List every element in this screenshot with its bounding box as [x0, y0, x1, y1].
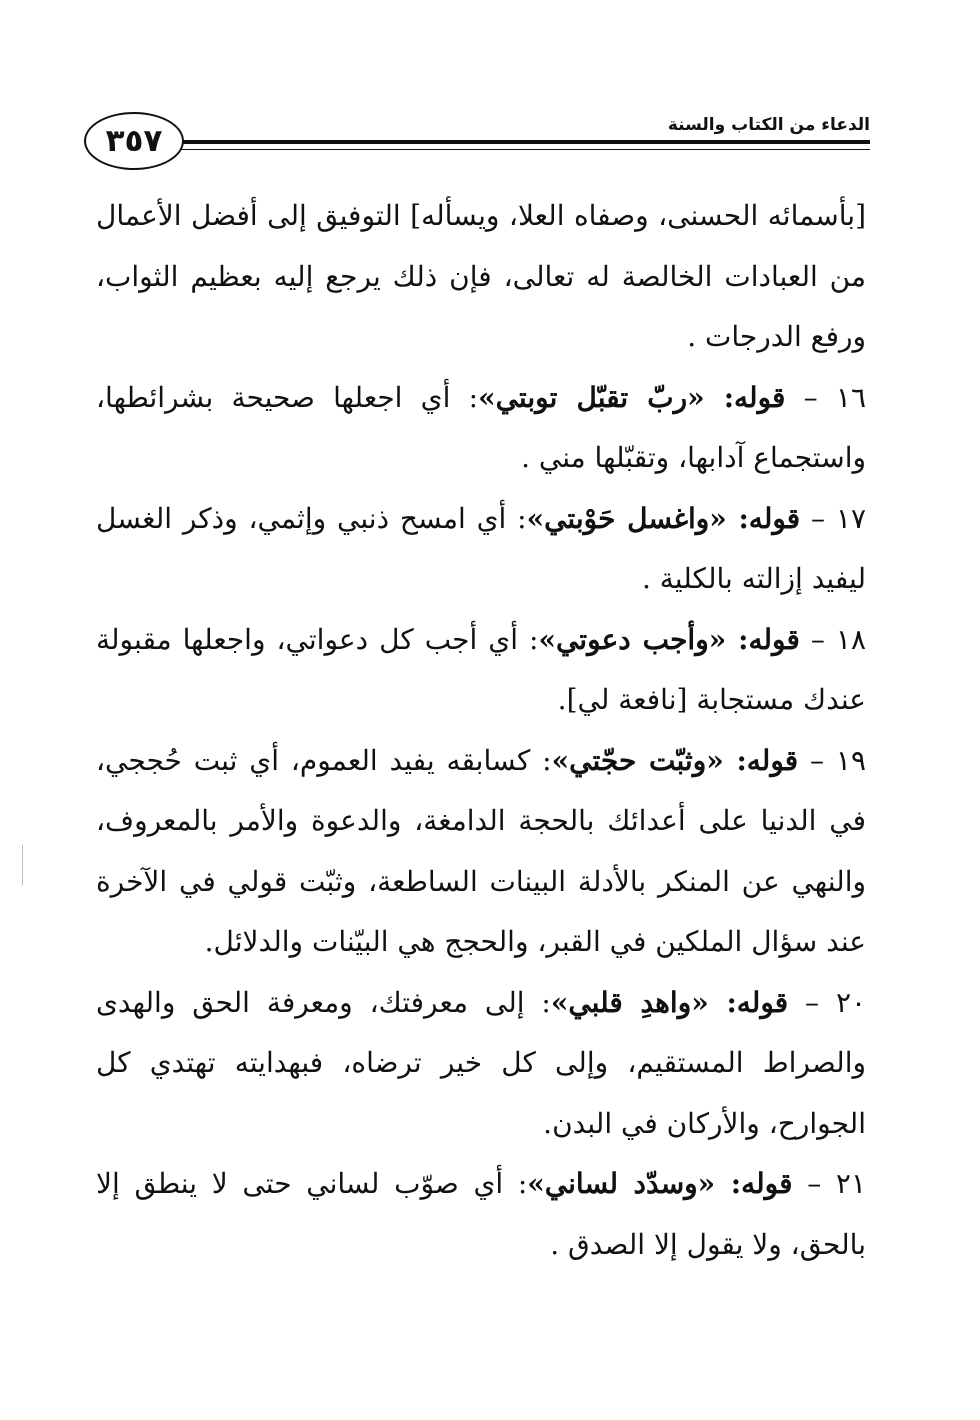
entry-16 [96, 368, 866, 489]
entry-text: : أي امسح ذنبي وإثمي، وذكر الغسل ليفيد إزالته بالكلية . [96, 501, 866, 595]
entry-quote: «واغسل حَوْبتي» [526, 501, 727, 535]
entry-quote: «واهدِ قلبي» [550, 985, 709, 1019]
entry-number: ١٧ [835, 501, 866, 535]
entry-text: : كسابقه يفيد العموم، أي ثبت حُججي، في الدنيا على أعدائك بالحجة الدامغة، والدعوة والأمر بالمعروف، والنهي عن المنكر بالأدلة البينات الساطعة، وثبّت قولي في الآخرة عند سؤال الملكين في القبر، والحجج هي البيّنات والدلائل. [96, 743, 866, 958]
entry-dash: – [792, 1167, 836, 1200]
entry-dash: – [788, 985, 836, 1019]
entry-number: ١٦ [835, 380, 866, 414]
scan-margin-mark [22, 845, 23, 885]
entry-label: قوله: [704, 380, 786, 414]
page-number-oval [84, 112, 184, 170]
page-header [84, 112, 870, 174]
entry-quote: «وثبّت حجّتي» [551, 743, 724, 777]
entry-label: قوله: [715, 1167, 793, 1200]
entry-18 [96, 610, 866, 731]
entry-label: قوله: [726, 622, 800, 656]
entry-number: ١٨ [835, 622, 866, 656]
entry-text: : أي اجعلها صحيحة بشرائطها، واستجماع آدابها، وتقبّلها مني . [96, 380, 866, 474]
entry-text: : أي صوّب لساني حتى لا ينطق إلا بالحق، ولا يقول إلا الصدق . [96, 1167, 866, 1261]
page-body [96, 186, 866, 1275]
entry-number: ١٩ [835, 743, 866, 777]
entry-label: قوله: [708, 985, 789, 1019]
page-number: ٣٥٧ [105, 122, 163, 159]
entry-quote: «وسدّد لساني» [527, 1167, 716, 1200]
entry-label: قوله: [726, 501, 801, 535]
entry-text: : إلى معرفتك، ومعرفة الحق والهدى والصراط المستقيم، وإلى كل خير ترضاه، فبهدايته تهتدي كل الجوارح، والأركان في البدن. [96, 985, 866, 1140]
entry-text: : أي أجب كل دعواتي، واجعلها مقبولة عندك مستجابة [نافعة لي]. [96, 622, 866, 716]
entry-quote: «ربّ تقبّل توبتي» [478, 380, 705, 414]
intro-paragraph: [بأسمائه الحسنى، وصفاه العلا، ويسأله] التوفيق إلى أفضل الأعمال من العبادات الخالصة له تعالى، فإن ذلك يرجع إليه بعظيم الثواب، ورفع الدرجات . [96, 199, 866, 353]
entry-dash: – [798, 743, 836, 777]
entry-number: ٢٠ [835, 985, 867, 1019]
entry-dash: – [800, 501, 836, 535]
entry-label: قوله: [723, 743, 799, 777]
entry-17 [96, 489, 866, 610]
entry-21 [96, 1154, 866, 1275]
entry-quote: «وأجب دعوتي» [538, 622, 727, 656]
entry-19 [96, 731, 866, 973]
header-rule [180, 140, 870, 150]
entry-20 [96, 973, 866, 1155]
running-title: الدعاء من الكتاب والسنة [662, 114, 870, 136]
entry-dash: – [785, 380, 836, 414]
entry-dash: – [799, 622, 836, 656]
entry-number: ٢١ [835, 1167, 866, 1200]
